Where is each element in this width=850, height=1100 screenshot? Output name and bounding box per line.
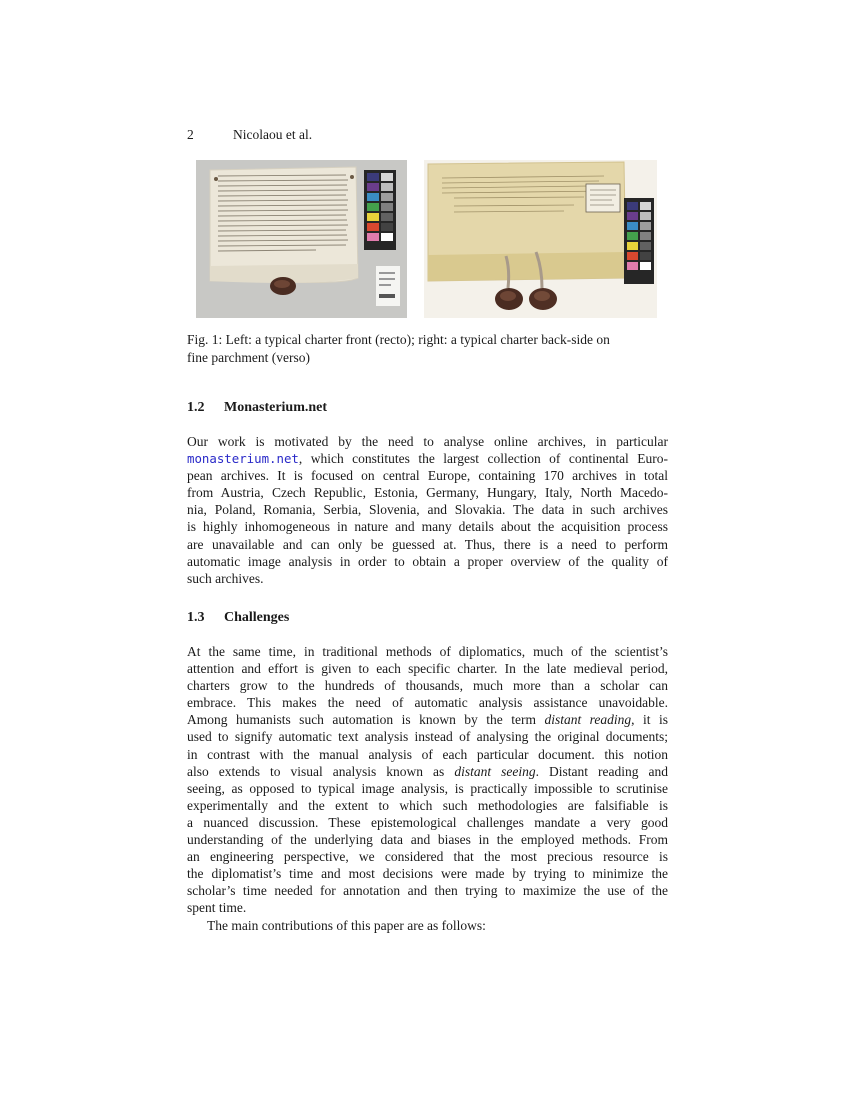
figure-1	[196, 160, 658, 318]
text-line: from Austria, Czech Republic, Estonia, Germany, Hungary, Italy, North Macedo-	[187, 485, 668, 501]
text-line: is highly inhomogeneous in nature and many details about the acquisition process	[187, 519, 668, 535]
text-line: are unavailable and can only be guessed at. Thus, there is a need to perform	[187, 536, 668, 552]
term-distant-seeing: distant seeing	[454, 763, 536, 779]
text-line: monasterium.net, which constitutes the largest collection of continental Euro-	[187, 451, 668, 467]
text-line: also extends to visual analysis known as distant seeing. Distant reading and	[187, 763, 668, 779]
text-line: seeing, as opposed to typical image analysis, is practically impossible to scrutinise	[187, 780, 668, 796]
text-line: a nuanced discussion. These epistemological challenges mandate a very good	[187, 814, 668, 830]
running-head	[187, 127, 312, 143]
text-line: attention and effort is given to each specific charter. In the late medieval period,	[187, 661, 668, 677]
text-line: pean archives. It is focused on central Europe, containing 170 archives in total	[187, 468, 668, 484]
text-line: understanding of the underlying data and biases in the employed methods. From	[187, 832, 668, 848]
page-number: 2	[187, 127, 194, 142]
paragraph-monasterium	[187, 433, 668, 587]
caption-line-2: fine parchment (verso)	[187, 350, 310, 365]
text-line: used to signify automatic text analysis instead of analysing the original documents;	[187, 729, 668, 745]
text-line: Our work is motivated by the need to analyse online archives, in particular	[187, 434, 668, 449]
term-distant-reading: distant reading	[544, 712, 632, 728]
text-line: embrace. This makes the need of automatic analysis assistance unavoidable.	[187, 695, 668, 711]
section-title: Challenges	[224, 610, 290, 625]
text-line: scholar’s time needed for annotation and then trying to maximize the use of the	[187, 883, 668, 899]
text-line: Among humanists such automation is known by the term distant reading, it is	[187, 712, 668, 728]
caption-line-1: Fig. 1: Left: a typical charter front (recto); right: a typical charter back-side on	[187, 332, 610, 347]
text-line: spent time.	[187, 900, 247, 916]
charter-verso-image	[424, 160, 657, 318]
section-heading-1-3	[187, 610, 289, 626]
monasterium-link[interactable]: monasterium.net	[187, 451, 299, 467]
charter-recto-image	[196, 160, 407, 318]
text-line: charters grow to the hundreds of thousands, much more than a scholar can	[187, 678, 668, 694]
text-line: automatic image analysis in order to obtain a proper overview of the quality of	[187, 553, 668, 569]
text-line: the diplomatist’s time and most decisions were made by trying to minimize the	[187, 866, 668, 882]
text-line: such archives.	[187, 570, 264, 586]
section-title: Monasterium.net	[224, 400, 328, 415]
text-line: an engineering perspective, we considered that the most precious resource is	[187, 849, 668, 865]
section-heading-1-2	[187, 400, 327, 416]
text-line: nia, Poland, Romania, Serbia, Slovenia, and Slovakia. The data in such archives	[187, 502, 668, 518]
section-number: 1.2	[187, 400, 205, 415]
section-number: 1.3	[187, 610, 205, 625]
text-line: At the same time, in traditional methods of diplomatics, much of the scientist’s	[187, 644, 668, 659]
text-line: experimentally and the extent to which such methodologies are falsifiable is	[187, 797, 668, 813]
author-line: Nicolaou et al.	[233, 127, 313, 142]
figure-caption	[187, 331, 667, 367]
paragraph-challenges	[187, 643, 668, 934]
text-line: in contrast with the manual analysis of each particular document. this notion	[187, 746, 668, 762]
closing-line: The main contributions of this paper are as follows:	[207, 917, 486, 933]
